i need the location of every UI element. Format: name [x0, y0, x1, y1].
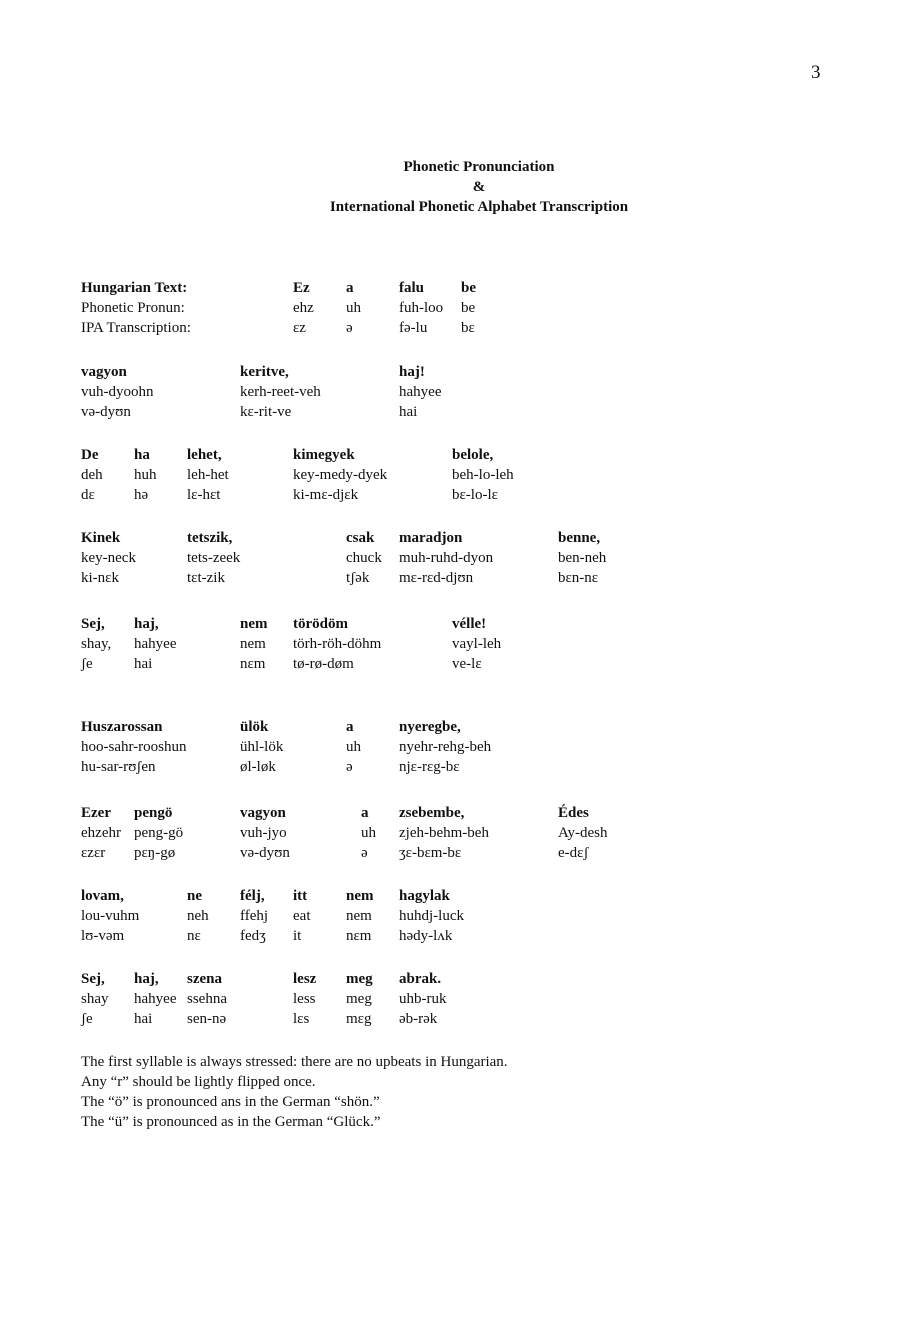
hungarian-word: maradjon [399, 530, 463, 546]
hungarian-word: szena [187, 971, 222, 987]
ipa-word: əb-rək [399, 1011, 438, 1027]
phonetic-word: huhdj-luck [399, 908, 464, 924]
hungarian-word: Sej, [81, 971, 105, 987]
ipa-word: ə [346, 759, 353, 775]
hungarian-word: pengö [134, 805, 173, 821]
hungarian-word: hagylak [399, 888, 450, 904]
hungarian-word: abrak. [399, 971, 442, 987]
ipa-word: ʒɛ-bɛm-bɛ [399, 845, 462, 861]
ipa-word: ki-mɛ-djɛk [293, 487, 359, 503]
hungarian-word: meg [346, 971, 373, 987]
ipa-word: hədy-lʌk [399, 928, 453, 944]
ipa-word: hə [134, 487, 149, 503]
ipa-word: ɛz [293, 320, 306, 336]
phonetic-word: meg [346, 991, 372, 1007]
hungarian-word: csak [346, 530, 375, 546]
phonetic-word: hahyee [134, 991, 177, 1007]
phonetic-word: eat [293, 908, 311, 924]
hungarian-word: ne [187, 888, 202, 904]
ipa-word: nɛ [187, 928, 201, 944]
ipa-word: tɛt-zik [187, 570, 225, 586]
phonetic-word: uh [361, 825, 376, 841]
hungarian-word: lesz [293, 971, 317, 987]
hungarian-word: vagyon [81, 364, 127, 380]
phonetic-word: huh [134, 467, 157, 483]
phonetic-word: törh-röh-döhm [293, 636, 382, 652]
ipa-word: ə [346, 320, 353, 336]
phonetic-word: be [461, 300, 476, 316]
phonetic-word: uh [346, 300, 361, 316]
ipa-word: mɛg [346, 1011, 372, 1027]
note-stress: The first syllable is always stressed: there are no upbeats in Hungarian. [81, 1054, 508, 1070]
label-ipa-transcription: IPA Transcription: [81, 320, 191, 336]
hungarian-word: kimegyek [293, 447, 355, 463]
hungarian-word: zsebembe, [399, 805, 465, 821]
ipa-word: njɛ-rɛg-bɛ [399, 759, 460, 775]
hungarian-word: nem [346, 888, 374, 904]
hungarian-word: vagyon [240, 805, 286, 821]
hungarian-word: Ezer [81, 805, 111, 821]
ipa-word: ve-lɛ [452, 656, 482, 672]
phonetic-word: peng-gö [134, 825, 184, 841]
ipa-word: sen-nə [187, 1011, 227, 1027]
ipa-word: dɛ [81, 487, 95, 503]
hungarian-word: De [81, 447, 99, 463]
phonetic-word: nem [240, 636, 266, 652]
ipa-word: e-dɛʃ [558, 845, 589, 861]
label-hungarian-text: Hungarian Text: [81, 280, 188, 296]
hungarian-word: a [346, 280, 354, 296]
hungarian-word: haj! [399, 364, 425, 380]
hungarian-word: benne, [558, 530, 601, 546]
ipa-word: lɛ-hɛt [187, 487, 221, 503]
phonetic-word: vayl-leh [452, 636, 502, 652]
hungarian-word: falu [399, 280, 425, 296]
phonetic-word: tets-zeek [187, 550, 241, 566]
phonetic-word: muh-ruhd-dyon [399, 550, 494, 566]
note-u-umlaut: The “ü” is pronounced as in the German “Glück.” [81, 1114, 381, 1130]
ipa-word: ʃe [81, 656, 93, 672]
hungarian-word: keritve, [240, 364, 289, 380]
hungarian-word: Ez [293, 280, 310, 296]
phonetic-word: shay [81, 991, 109, 1007]
phonetic-word: hahyee [399, 384, 442, 400]
phonetic-word: neh [187, 908, 209, 924]
ipa-word: tø-rø-døm [293, 656, 354, 672]
hungarian-word: lehet, [187, 447, 222, 463]
phonetic-word: ühl-lök [240, 739, 284, 755]
phonetic-word: vuh-dyoohn [81, 384, 154, 400]
hungarian-word: a [361, 805, 369, 821]
hungarian-word: itt [293, 888, 308, 904]
hungarian-word: a [346, 719, 354, 735]
hungarian-word: törödöm [293, 616, 348, 632]
phonetic-word: deh [81, 467, 103, 483]
hungarian-word: belole, [452, 447, 494, 463]
hungarian-word: vélle! [452, 616, 487, 632]
phonetic-word: beh-lo-leh [452, 467, 514, 483]
ipa-word: nɛm [346, 928, 372, 944]
ipa-word: hu-sar-rʊʃen [81, 759, 156, 775]
note-r-sound: Any “r” should be lightly flipped once. [81, 1074, 316, 1090]
phonetic-word: key-neck [81, 550, 136, 566]
ipa-word: və-dyʊn [81, 404, 131, 420]
ipa-word: øl-løk [240, 759, 276, 775]
ipa-word: hai [134, 1011, 153, 1027]
ipa-word: hai [399, 404, 418, 420]
phonetic-word: hoo-sahr-rooshun [81, 739, 187, 755]
hungarian-word: haj, [134, 616, 159, 632]
ipa-word: kɛ-rit-ve [240, 404, 292, 420]
phonetic-word: less [293, 991, 316, 1007]
ipa-word: mɛ-rɛd-djʊn [399, 570, 474, 586]
phonetic-word: nyehr-rehg-beh [399, 739, 492, 755]
hungarian-word: ha [134, 447, 150, 463]
phonetic-word: ffehj [240, 908, 269, 924]
note-o-umlaut: The “ö” is pronounced ans in the German “shön.” [81, 1094, 380, 1110]
ipa-word: bɛn-nɛ [558, 570, 599, 586]
phonetic-word: nem [346, 908, 372, 924]
hungarian-word: Huszarossan [81, 719, 163, 735]
phonetic-word: ehz [293, 300, 314, 316]
hungarian-word: haj, [134, 971, 159, 987]
hungarian-word: Édes [558, 805, 589, 821]
heading-line-1: Phonetic Pronunciation [403, 159, 555, 175]
ipa-word: lɛs [293, 1011, 310, 1027]
heading-line-2: & [472, 179, 486, 195]
hungarian-word: lovam, [81, 888, 124, 904]
hungarian-word: be [461, 280, 476, 296]
label-phonetic-pronun: Phonetic Pronun: [81, 300, 185, 316]
ipa-word: ki-nɛk [81, 570, 119, 586]
ipa-word: tʃək [346, 570, 370, 586]
phonetic-word: fuh-loo [399, 300, 444, 316]
hungarian-word: Kinek [81, 530, 121, 546]
hungarian-word: tetszik, [187, 530, 233, 546]
hungarian-word: nyeregbe, [399, 719, 461, 735]
phonetic-word: ehzehr [81, 825, 121, 841]
phonetic-word: lou-vuhm [81, 908, 140, 924]
hungarian-word: ülök [240, 719, 269, 735]
ipa-word: bɛ [461, 320, 475, 336]
phonetic-word: ssehna [187, 991, 227, 1007]
phonetic-word: shay, [81, 636, 112, 652]
phonetic-word: ben-neh [558, 550, 607, 566]
ipa-word: lʊ-vəm [81, 928, 125, 944]
phonetic-word: uhb-ruk [399, 991, 447, 1007]
phonetic-word: key-medy-dyek [293, 467, 388, 483]
heading-line-3: International Phonetic Alphabet Transcription [329, 199, 629, 215]
phonetic-word: Ay-desh [558, 825, 608, 841]
ipa-word: ɛzɛr [81, 845, 106, 861]
ipa-word: nɛm [240, 656, 266, 672]
ipa-word: it [293, 928, 302, 944]
phonetic-word: zjeh-behm-beh [399, 825, 489, 841]
ipa-word: fə-lu [399, 320, 428, 336]
page-number: 3 [811, 62, 821, 83]
ipa-word: bɛ-lo-lɛ [452, 487, 498, 503]
ipa-word: pɛŋ-gø [134, 845, 176, 861]
phonetic-word: chuck [346, 550, 382, 566]
ipa-word: ʃe [81, 1011, 93, 1027]
ipa-word: və-dyʊn [240, 845, 290, 861]
ipa-word: ə [361, 845, 368, 861]
phonetic-word: kerh-reet-veh [240, 384, 321, 400]
phonetic-word: vuh-jyo [240, 825, 287, 841]
phonetic-word: uh [346, 739, 361, 755]
ipa-word: fedʒ [240, 928, 266, 944]
phonetic-word: leh-het [187, 467, 229, 483]
hungarian-word: félj, [240, 888, 265, 904]
hungarian-word: Sej, [81, 616, 105, 632]
phonetic-word: hahyee [134, 636, 177, 652]
ipa-word: hai [134, 656, 153, 672]
hungarian-word: nem [240, 616, 268, 632]
